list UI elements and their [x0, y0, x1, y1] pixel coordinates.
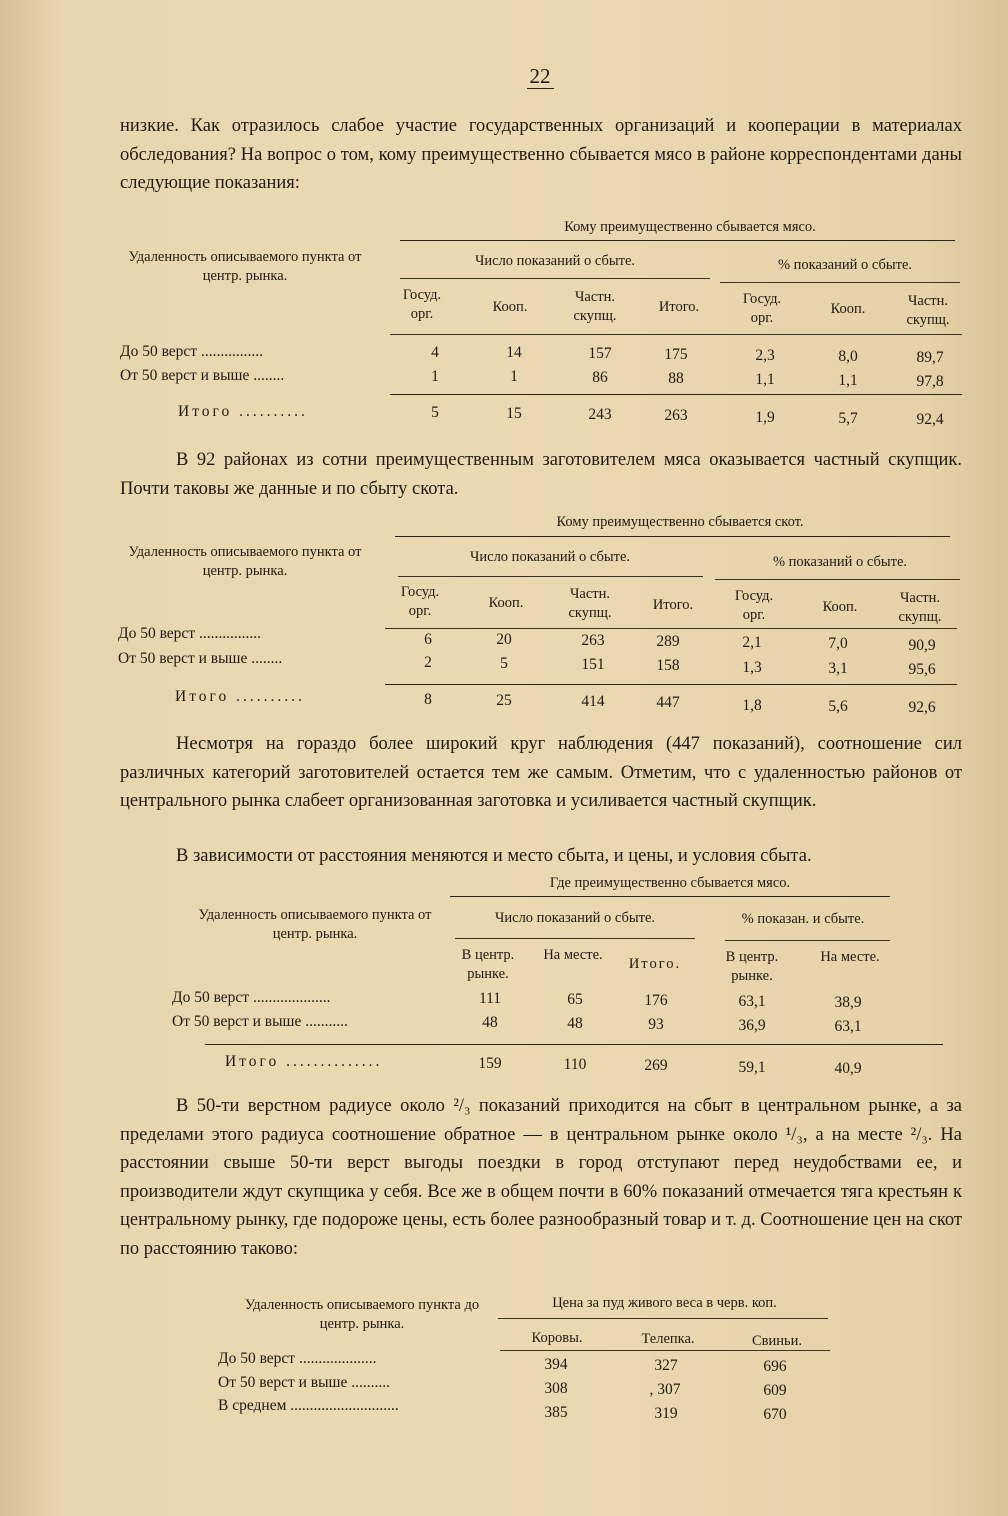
table1-group-percent: % показаний о сбыте.: [777, 257, 913, 273]
table-total-label: Итого ..............: [225, 1053, 383, 1070]
paragraph-1: низкие. Как отразилось слабое участие государственных организаций и кооперации в материалах обследования? На вопрос о том, кому преимущественно сбывается мясо в районе корреспондентами даны следующие показания:: [120, 116, 962, 193]
table1-title: Кому преимущественно сбывается мясо.: [564, 219, 816, 235]
paragraph-3: Несмотря на гораздо более широкий круг наблюдения (447 показаний), соотношение сил различных категорий заготовителей остается тем же самым. Отметим, что с удаленностью районов от центрального рынка слабеет организованная заготовка и усиливается частный скупщик.: [120, 734, 962, 811]
table-row-label: В среднем ............................: [218, 1397, 399, 1414]
table4-stub-header: Удаленность описываемого пункта до центр. рынка.: [244, 1297, 480, 1332]
table2-stub-header: Удаленность описываемого пункта от центр. рынка.: [128, 544, 362, 579]
table2-group-count: Число показаний о сбыте.: [469, 549, 631, 565]
table-row-label: До 50 верст ....................: [172, 989, 331, 1006]
table3-group-count: Число показаний о сбыте.: [494, 910, 656, 926]
paragraph-2: В 92 районах из сотни преимущественным заготовителем мяса оказывается частный скупщик. Почти таковы же данные и по сбыту скота.: [120, 450, 962, 499]
table-total-label: Итого ..........: [178, 403, 308, 420]
table-row-label: От 50 верст и выше ..........: [218, 1374, 390, 1391]
table1-group-count: Число показаний о сбыте.: [474, 253, 636, 269]
table2-group-percent: % показаний о сбыте.: [772, 554, 908, 570]
table1-stub-header: Удаленность описываемого пункта от центр. рынка.: [128, 249, 362, 284]
paragraph-5: В 50-ти верстном радиусе около ²/₃ показаний приходится на сбыт в центральном рынке, а за пределами этого радиуса соотношение обратное — в центральном рынке около ¹/₃, а на месте ²/₃. На расстоянии свыше 50-ти верст выгоды поездки в город отступают перед неудобствами ее, и производители ждут скупщика у себя. Все же в общем почти в 60% показаний отмечается тяга крестьян к центральному рынку, где подороже цены, есть более разнообразный товар и т. д. Соотношение цен на скот по расстоянию таково:: [120, 1096, 962, 1259]
table3-group-percent: % показан. и сбыте.: [741, 911, 865, 927]
table-row-label: От 50 верст и выше ...........: [172, 1013, 348, 1030]
table-row-label: До 50 верст ....................: [218, 1350, 377, 1367]
table-row-label: До 50 верст ................: [120, 343, 263, 360]
paragraph-4: В зависимости от расстояния меняются и место сбыта, и цены, и условия сбыта.: [176, 846, 812, 866]
table4-title: Цена за пуд живого веса в черв. коп.: [552, 1295, 777, 1311]
table-total-label: Итого ..........: [175, 688, 305, 705]
table-row-label: До 50 верст ................: [118, 625, 261, 642]
table3-title: Где преимущественно сбывается мясо.: [549, 875, 791, 891]
table2-title: Кому преимущественно сбывается скот.: [556, 514, 804, 530]
table-row-label: От 50 верст и выше ........: [120, 367, 285, 384]
page-number: 22: [0, 64, 1008, 89]
table3-stub-header: Удаленность описываемого пункта от центр. рынка.: [198, 907, 432, 942]
table-row-label: От 50 верст и выше ........: [118, 650, 283, 667]
